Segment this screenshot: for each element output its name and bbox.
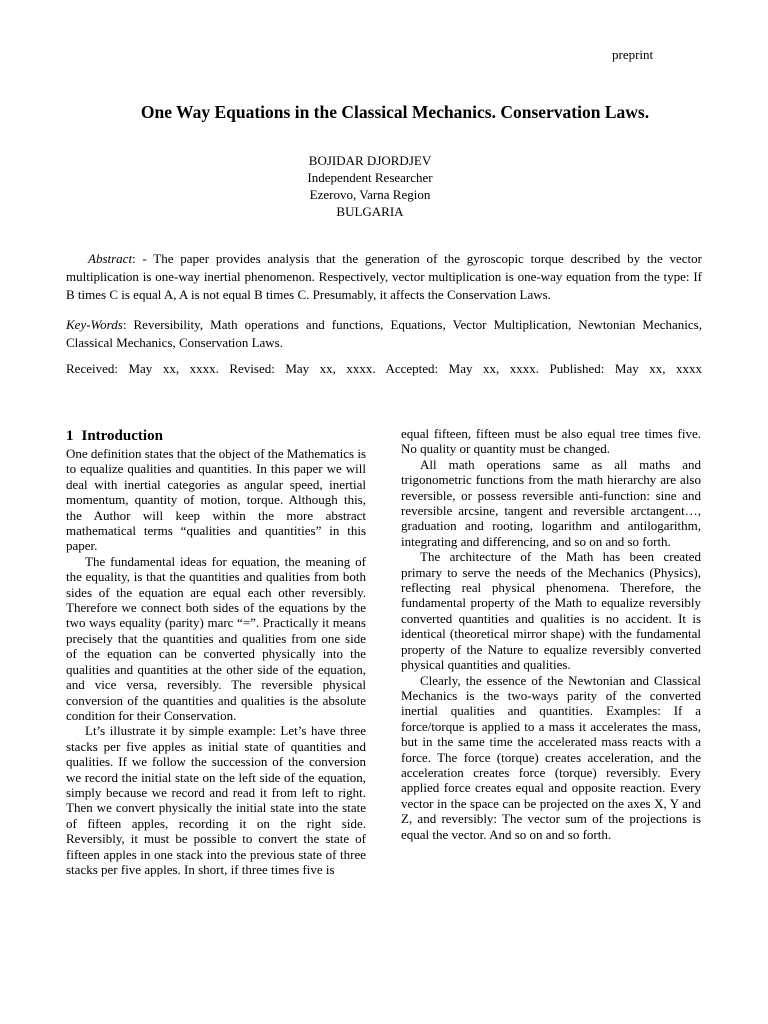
section-title: Introduction <box>81 428 163 444</box>
author-location: Ezerovo, Varna Region <box>309 187 431 202</box>
keywords-label: Key-Words <box>66 317 123 332</box>
paragraph: Clearly, the essence of the Newtonian and Classical Mechanics is the two-ways parity of the converted inertial qualities and quantities. Examples: If a force/torque is applied to a mass it accelerates the mass, but in the same time the accelerated mass reacts with a force. The force (torque) creates acceleration, and the acceleration creates force (torque) reversibly. Every applied force creates equal and opposite reaction. Every vector in the space can be projected on the axes X, Y and Z, and reversibly: The vector sum of the projections is equal the vector. And so on and so forth. <box>401 672 701 842</box>
author-affiliation: Independent Researcher <box>307 170 433 185</box>
section-number: 1 <box>66 428 74 444</box>
left-column <box>66 426 366 877</box>
keywords <box>66 316 702 352</box>
author-name: BOJIDAR DJORDJEV <box>308 153 432 168</box>
author-country: BULGARIA <box>336 204 404 219</box>
paragraph: equal fifteen, fifteen must be also equal tree times five. No quality or quantity must be changed. <box>401 426 701 457</box>
paper-title: One Way Equations in the Classical Mechanics. Conservation Laws. <box>140 102 650 122</box>
keywords-text: : Reversibility, Math operations and functions, Equations, Vector Multiplication, Newtonian Mechanics, Classical Mechanics, Conservation Laws. <box>66 317 702 350</box>
paragraph: All math operations same as all maths and trigonometric functions from the math hierarchy are also reversible, or possess reversible anti-function: sine and reversible arcsine, tangent and reversible arctangent…, graduation and rooting, logarithm and antilogarithm, integrating and differencing, and so on and so forth. <box>401 456 701 549</box>
publication-dates: Received: May xx, xxxx. Revised: May xx, xxxx. Accepted: May xx, xxxx. Published: May xx, xxxx <box>66 361 702 376</box>
abstract-label: Abstract <box>88 251 133 266</box>
paragraph: One definition states that the object of the Mathematics is to equalize qualities and quantities. In this paper we will deal with inertial categories as angular speed, inertial momentum, quantity of motion, torque. Although this, the Author will keep within the more abstract mathematical terms “qualities and quantities” in this paper. <box>66 446 367 554</box>
paragraph: Lt’s illustrate it by simple example: Let’s have three stacks per five apples as initial state of quantities and qualities. If we follow the succession of the conversion we record the initial state on the left side of the equation, simply because we record and read it from left to right. Then we convert physically the initial state into the state of fifteen apples, recording it on the right side. Reversibly, it must be possible to convert the state of fifteen apples in one stack into the previous state of three stacks per five apples. In short, if three times five is <box>66 723 366 877</box>
abstract <box>66 250 702 304</box>
section-heading <box>66 426 366 446</box>
abstract-text: : - The paper provides analysis that the generation of the gyroscopic torque described by the vector multiplication is one-way inertial phenomenon. Respectively, vector multiplication is one-way equation from the type: If B times C is equal A, A is not equal B times C. Presumably, it affects the Conservation Laws. <box>66 251 702 302</box>
author-block <box>0 152 740 220</box>
paragraph: The architecture of the Math has been created primary to serve the needs of the Mechanics (Physics), reflecting real physical phenomena. Therefore, the fundamental property of the Math to equalize reversibly converted quantities and qualities is no accident. It is identical (theoretical mirror shape) with the fundamental property of the Nature to equalize reversibly converted physical quantities and qualities. <box>401 549 701 673</box>
paragraph: The fundamental ideas for equation, the meaning of the equality, is that the quantities and qualities from both sides of the equation are equal each other reversibly. Therefore we connect both sides of the equations by the two ways equality (parity) marc “=”. Practically it means precisely that the quantities and qualities from one side of the equation can be converted physically into the qualities and quantities at the other side of the equation, and vice versa, reversibly. The reversible physical conversion of the quantities and qualities is the absolute condition for their Conservation. <box>66 553 366 723</box>
preprint-label: preprint <box>612 47 654 62</box>
right-column <box>401 426 701 842</box>
